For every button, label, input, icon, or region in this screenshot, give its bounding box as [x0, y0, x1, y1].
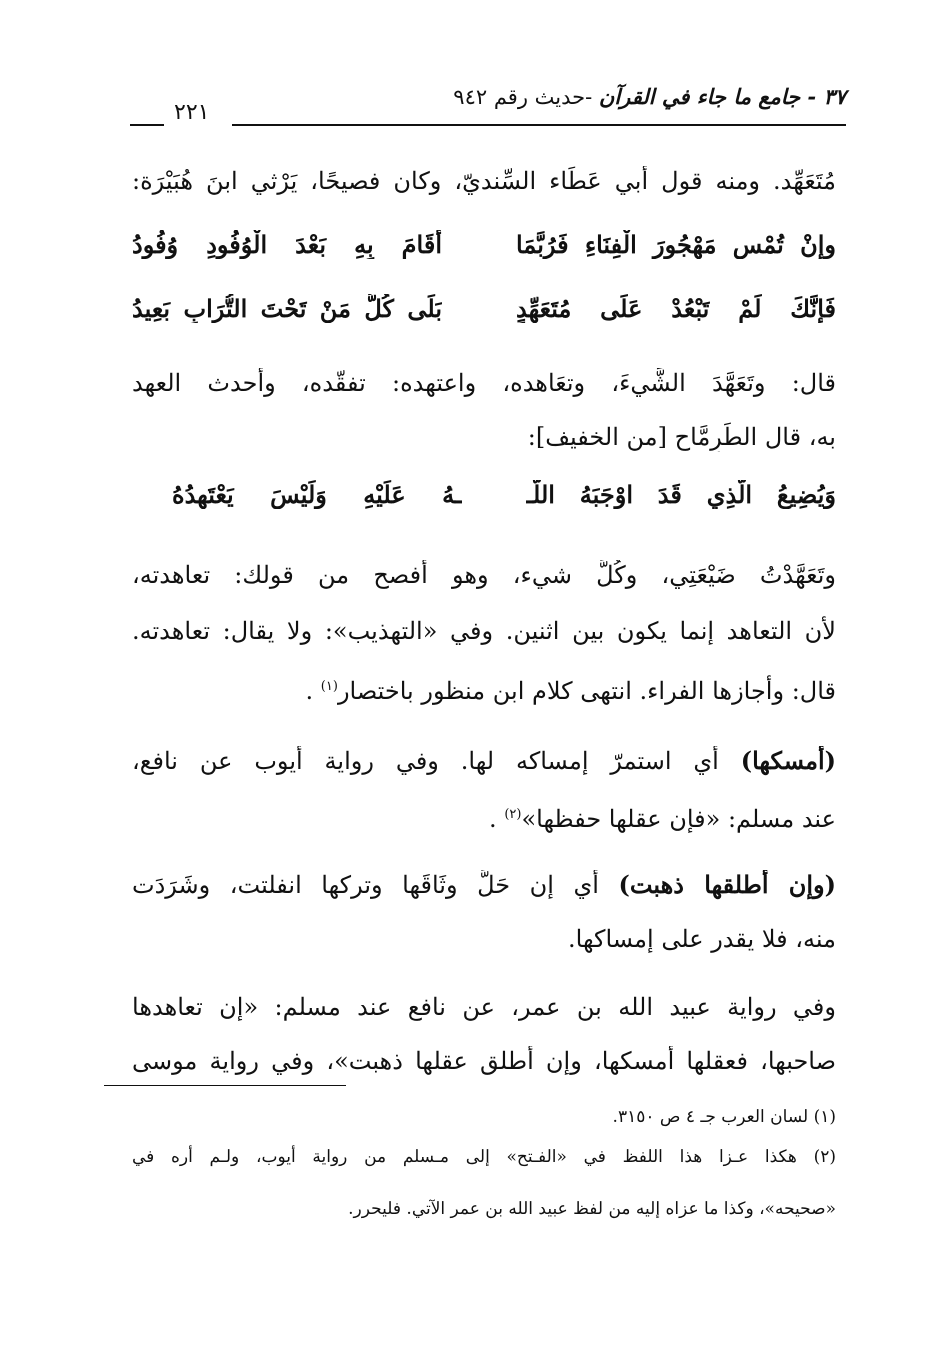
verse-hemistich-second: بَلَى كُلُّ مَنْ تَحْتَ التُّرَابِ بَعِيدُ	[132, 294, 442, 323]
footnote-2-continued: «صحيحه»، وكذا ما عزاه إليه من لفظ عبيد الله بن عمر الآتي. فليحرر.	[348, 1199, 836, 1219]
text-span: عند مسلم: «فإن عقلها حفظها»	[521, 805, 836, 833]
text-line	[132, 672, 836, 706]
text-line	[132, 800, 836, 834]
text-span: قال: وأجازها الفراء. انتهى كلام ابن منظور باختصار	[337, 677, 836, 705]
text-line: قال: وتَعَهَّدَ الشَّيءَ، وتعَاهده، واعتهده: تفقّده، وأحدث العهد	[132, 369, 836, 397]
text-span: أي استمرّ إمساكه لها. وفي رواية أيوب عن نافع،	[132, 747, 741, 775]
verse-hemistich-first: فَإِنَّكَ لَمْ تَبْعُدْ عَلَى مُتَعَهِّدٍ	[516, 294, 836, 323]
verse-hemistich-second: ـهُ عَلَيْهِ وَلَيْسَ يَعْتَهِدُهُ	[172, 480, 462, 509]
page-number: ٢٢١	[174, 100, 210, 125]
text-line: منه، فلا يقدر على إمساكها.	[568, 925, 836, 953]
verse-hemistich-first: وَيُضِيعُ الَّذِي قَدَ اوْجَبَهُ اللَّـ	[526, 480, 836, 509]
verse-line	[132, 480, 836, 520]
verse-line	[132, 294, 836, 334]
footnote-ref-1[interactable]: (١)	[320, 679, 338, 694]
text-line: به، قال الطِّرِمَّاح [من الخفيف]:	[527, 423, 836, 451]
text-line: صاحبها، فعقلها أمسكها، وإن أطلق عقلها ذهبت»، وفي رواية موسى	[132, 1047, 836, 1075]
text-line: لأن التعاهد إنما يكون بين اثنين. وفي «التهذيب»: ولا يقال: تعاهدته.	[132, 617, 836, 645]
matn-quote: (وإن أطلقها ذهبت)	[618, 870, 836, 899]
verse-hemistich-first: وإنْ تُمْسِ مَهْجُورَ الْفِنَاءِ فَرُبَّمَا	[516, 230, 836, 259]
text-span: أي إن حَلَّ وثَاقَها وتركها انفلتت، وشَرَدَت	[132, 871, 619, 899]
running-header	[130, 84, 846, 136]
chapter-title: ٣٧ - جامع ما جاء في القرآن	[598, 84, 846, 109]
page-number-dash	[130, 124, 164, 126]
footnote-1: (١) لسان العرب جـ ٤ ص ٣١٥٠.	[612, 1107, 836, 1127]
verse-line	[132, 230, 836, 270]
hadith-number: -حديث رقم ٩٤٢	[453, 85, 593, 109]
text-line: وتَعَهَّدْتُ ضَيْعَتِي، وكُلَّ شيء، وهو أفصح من قولك: تعاهدته،	[132, 561, 836, 589]
text-line: مُتَعَهِّد. ومنه قول أبي عَطَاء السِّنديّ، وكان فصيحًا، يَرْثي ابنَ هُبَيْرَة:	[132, 167, 836, 195]
footnote-2: (٢) هكذا عـزا هذا اللفظ في «الفـتح» إلى مـسلم من رواية أيوب، ولـم أره في	[132, 1147, 836, 1167]
footnote-ref-2[interactable]: (٢)	[504, 807, 522, 822]
text-line: وفي رواية عبيد الله بن عمر، عن نافع عند مسلم: «إن تعاهدها	[132, 993, 836, 1021]
header-rule	[232, 124, 846, 126]
verse-hemistich-second: أَقَامَ بِهِ بَعْدَ الْوُفُودِ وُفُودُ	[132, 230, 442, 259]
footnote-separator	[104, 1085, 346, 1086]
text-line	[132, 746, 836, 776]
header-title	[453, 84, 846, 109]
text-span: .	[305, 677, 321, 705]
matn-quote: (أمسكها)	[740, 746, 836, 775]
text-line	[132, 870, 836, 900]
text-span: .	[489, 805, 505, 833]
